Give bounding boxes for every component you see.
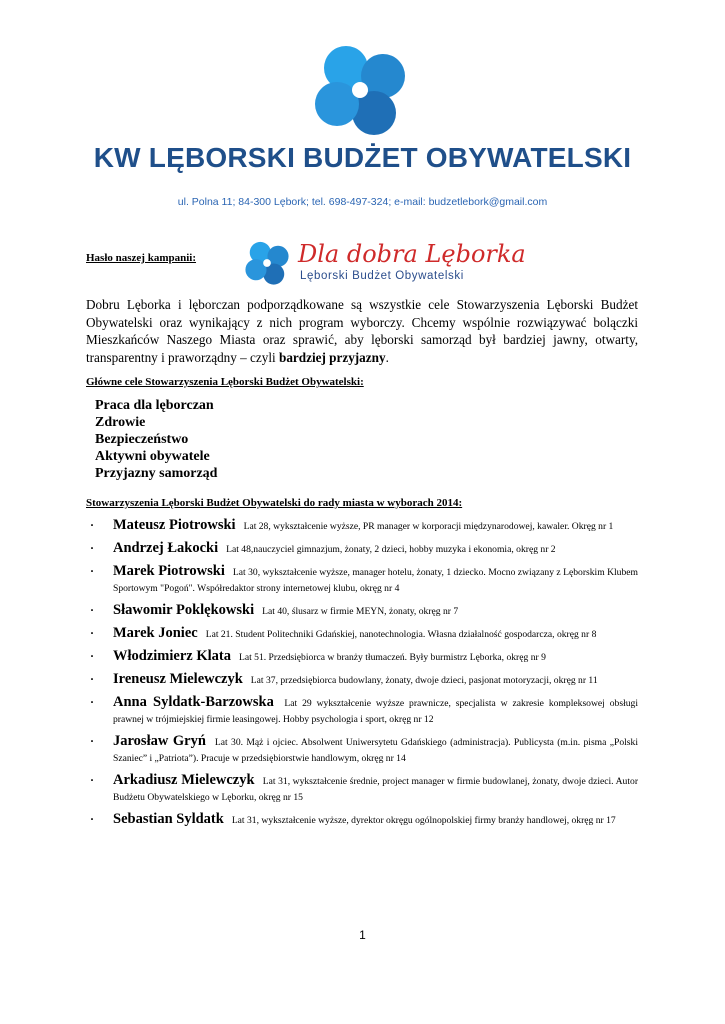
candidate-item [90, 734, 638, 766]
goal-item: Zdrowie [95, 415, 146, 430]
candidate-name: Marek Piotrowski [113, 563, 225, 579]
candidates-list [90, 518, 638, 835]
candidate-item [90, 695, 638, 727]
banner-title: Dla dobra Lęborka [298, 240, 526, 268]
goal-item: Praca dla lęborczan [95, 398, 214, 413]
goal-item: Aktywni obywatele [95, 449, 210, 464]
bullet: · [90, 672, 95, 686]
candidate-description: Lat 48,nauczyciel gimnazjum, żonaty, 2 dzieci, hobby muzyka i ekonomia, okręg nr 2 [226, 544, 556, 555]
bullet: · [90, 773, 95, 787]
banner-logo-icon [244, 240, 290, 286]
candidate-name: Włodzimierz Klata [113, 648, 231, 664]
candidate-name: Sławomir Poklękowski [113, 602, 255, 618]
candidate-name: Jarosław Gryń [113, 733, 206, 749]
candidate-item [90, 773, 638, 805]
slogan-label: Hasło naszej kampanii: [86, 252, 197, 264]
bullet: · [90, 564, 95, 578]
candidate-item [90, 541, 638, 557]
goal-item: Bezpieczeństwo [95, 432, 189, 447]
page-title: KW LĘBORSKI BUDŻET OBYWATELSKI [93, 142, 632, 173]
intro-text: Dobru Lęborka i lęborczan podporządkowane są wszystkie cele Stowarzyszenia Lęborski Budżet Obywatelski oraz wynikający z nich program wyborczy. Chcemy wspólnie rozwiązywać bolączki Mieszkańców Naszego Miasta oraz sprawić, aby lęborski samorząd był bardziej jawny, otwarty, transparentny i praworządny – czyli [86, 297, 638, 365]
bullet: · [90, 603, 95, 617]
bullet: · [90, 541, 95, 555]
slogan-banner [238, 236, 534, 290]
candidate-item [90, 812, 638, 828]
goals-heading: Główne cele Stowarzyszenia Lęborski Budżet Obywatelski: [86, 376, 364, 388]
candidate-description: Lat 29 wykształcenie wyższe prawnicze, specjalista w zakresie kompleksowej obsługi prawnej w trójmiejskiej firmie leasingowej. Hobby psychologia i sport, okręg nr 12 [113, 698, 639, 725]
goal-item: Przyjazny samorząd [95, 466, 218, 481]
bullet: · [90, 734, 95, 748]
intro-end: . [385, 349, 389, 365]
candidate-description: Lat 30, wykształcenie wyższe, manager hotelu, żonaty, 1 dziecko. Mocno związany z Lęborskim Klubem Sportowym "Pogoń". Współredaktor strony internetowej klubu, okręg nr 4 [113, 567, 638, 594]
page-number: 1 [359, 928, 366, 942]
bullet: · [90, 518, 95, 532]
goals-list [95, 397, 217, 482]
candidate-name: Andrzej Łakocki [113, 540, 219, 556]
candidate-item [90, 626, 638, 642]
bullet: · [90, 812, 95, 826]
logo-flower-icon [312, 42, 408, 138]
candidate-description: Lat 21. Student Politechniki Gdańskiej, nanotechnologia. Własna działalność gospodarcza, okręg nr 8 [205, 629, 597, 640]
bullet: · [90, 649, 95, 663]
candidate-name: Sebastian Syldatk [113, 811, 224, 827]
candidate-description: Lat 40, ślusarz w firmie MEYN, żonaty, okręg nr 7 [262, 606, 459, 617]
banner-subtitle: Lęborski Budżet Obywatelski [300, 270, 464, 282]
candidate-description: Lat 28, wykształcenie wyższe, PR manager w korporacji międzynarodowej, kawaler. Okręg nr 1 [243, 521, 614, 532]
logo [312, 42, 408, 138]
candidate-item [90, 603, 638, 619]
candidate-item [90, 518, 638, 534]
candidate-description: Lat 51. Przedsiębiorca w branży tłumaczeń. Były burmistrz Lęborka, okręg nr 9 [238, 652, 546, 663]
candidate-description: Lat 37, przedsiębiorca budowlany, żonaty, dwoje dzieci, pasjonat motoryzacji, okręg nr 11 [250, 675, 598, 686]
bullet: · [90, 626, 95, 640]
intro-emphasis: bardziej przyjazny [278, 349, 386, 365]
candidate-item [90, 564, 638, 596]
candidates-heading: Stowarzyszenia Lęborski Budżet Obywatelski do rady miasta w wyborach 2014: [86, 497, 463, 509]
intro-paragraph [86, 296, 638, 366]
candidate-name: Ireneusz Mielewczyk [113, 671, 243, 687]
bullet: · [90, 695, 95, 709]
candidate-name: Arkadiusz Mielewczyk [113, 772, 255, 788]
contact-address: ul. Polna 11; 84-300 Lębork; tel. 698-497-324; e-mail: budzetlebork@gmail.com [177, 196, 548, 208]
candidate-description: Lat 30. Mąż i ojciec. Absolwent Uniwersytetu Gdańskiego (administracja). Publicysta (m.in. pisma „Polski Szaniec” i „Patriota”). Pracuje w przedsiębiorstwie handlowym, okręg nr 14 [113, 737, 639, 764]
candidate-item [90, 649, 638, 665]
candidate-item [90, 672, 638, 688]
candidate-description: Lat 31, wykształcenie wyższe, dyrektor okręgu ogólnopolskiej firmy branży handlowej, okręg nr 17 [231, 815, 616, 826]
candidate-name: Mateusz Piotrowski [113, 517, 236, 533]
candidate-name: Anna Syldatk-Barzowska [113, 694, 274, 710]
candidate-name: Marek Joniec [113, 625, 198, 641]
candidate-description: Lat 31, wykształcenie średnie, project manager w firmie budowlanej, żonaty, dwoje dzieci. Autor Budżetu Obywatelskiego w Lęborku, okręg nr 15 [113, 776, 639, 803]
